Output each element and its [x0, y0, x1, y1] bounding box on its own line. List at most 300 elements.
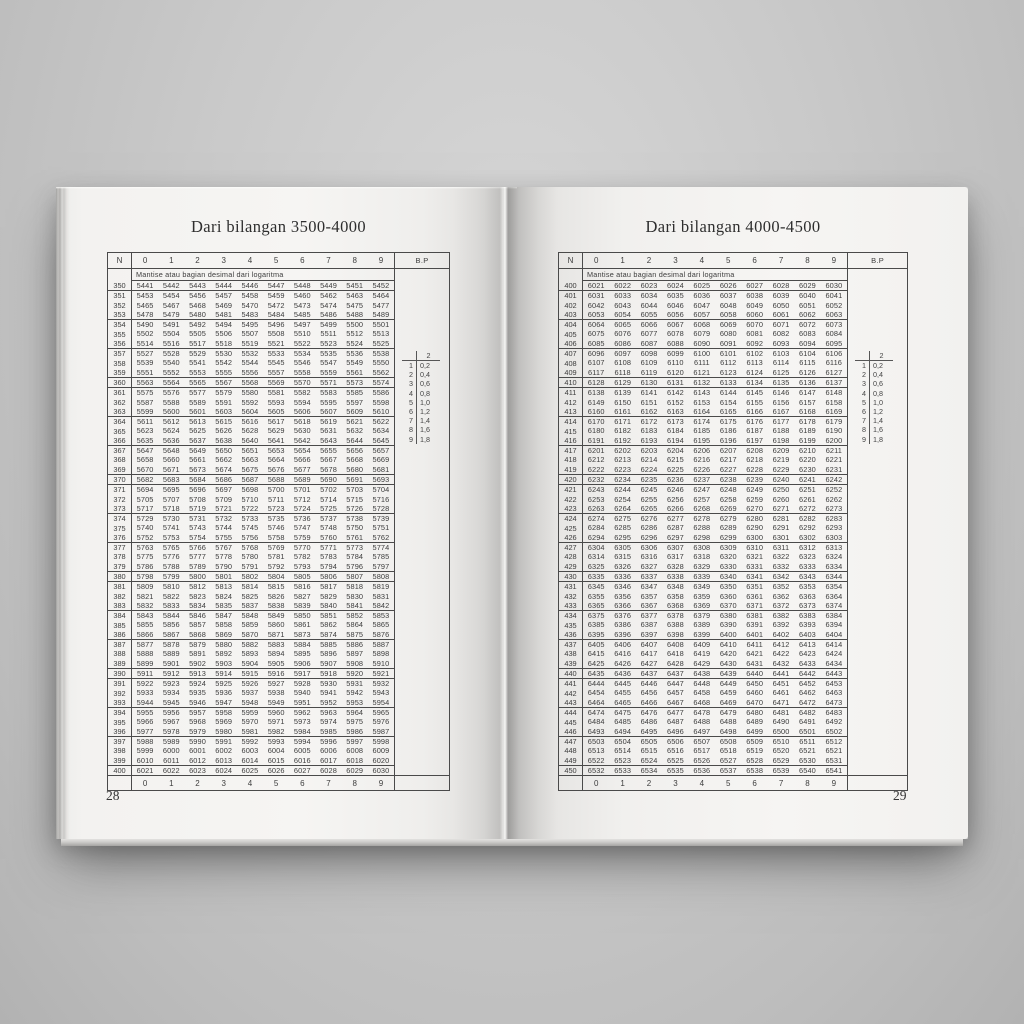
mantissa-cell: 5708 — [189, 494, 206, 504]
mantissa-cell: 5705 — [136, 494, 154, 504]
mantissa-cell: 6427 — [640, 658, 658, 668]
mantissa-cell: 6118 — [614, 367, 631, 377]
mantissa-cell: 5958 — [215, 708, 233, 718]
mantissa-cell: 5453 — [136, 291, 154, 301]
mantissa-cell: 6166 — [746, 406, 764, 416]
mantissa-cell: 5594 — [293, 397, 311, 407]
mantissa-cell: 5616 — [241, 417, 259, 427]
mantissa-cell: 6288 — [693, 523, 711, 533]
mantissa-cell: 5441 — [136, 281, 154, 290]
mantissa-cell: 6430 — [719, 658, 737, 668]
mantissa-cell: 5853 — [372, 611, 390, 621]
mantissa-cell: 5647 — [136, 446, 154, 456]
mantissa-cell: 6485 — [614, 717, 632, 727]
mantissa-cell: 6432 — [772, 658, 790, 668]
mantissa-cell: 6145 — [746, 388, 764, 398]
table-row — [559, 339, 847, 348]
n-cell: 437 — [559, 640, 583, 649]
mantissa-cell: 5475 — [346, 300, 364, 310]
bp-column — [394, 269, 449, 775]
mantissa-cell: 5600 — [162, 406, 180, 416]
n-cell: 412 — [559, 398, 583, 407]
mantissa-cell: 6107 — [587, 358, 605, 368]
mantissa-cell: 6444 — [587, 679, 605, 689]
mantissa-cell: 6479 — [719, 708, 737, 718]
mantissa-cell: 6028 — [320, 765, 337, 775]
mantissa-cell: 6500 — [772, 726, 790, 736]
n-cell: 388 — [108, 649, 132, 658]
n-cell: 398 — [108, 746, 132, 755]
mantissa-cell: 6031 — [587, 291, 605, 301]
table-row — [108, 523, 394, 532]
mantissa-cell: 6513 — [587, 746, 605, 756]
mantissa-cell: 5583 — [320, 388, 337, 398]
footer-col-cell: 8 — [805, 778, 810, 788]
mantissa-cell: 6040 — [799, 291, 816, 301]
mantissa-cell: 6236 — [667, 474, 684, 484]
n-cell: 371 — [108, 485, 132, 494]
bp-column-footer-spacer — [394, 776, 449, 790]
mantissa-cell: 5656 — [346, 446, 364, 456]
mantissa-cell: 5469 — [215, 300, 233, 310]
mantissa-cell: 5903 — [215, 658, 233, 668]
mantissa-cell: 6336 — [614, 571, 632, 581]
n-cell: 436 — [559, 630, 583, 639]
mantissa-cell: 5644 — [346, 435, 364, 445]
mantissa-cell: 6283 — [825, 514, 843, 524]
mantissa-cell: 5947 — [215, 697, 233, 707]
mantissa-cell: 6133 — [719, 377, 737, 387]
mantissa-cell: 6418 — [667, 649, 684, 659]
mantissa-cell: 5451 — [346, 281, 364, 290]
mantissa-cell: 6103 — [772, 349, 790, 359]
mantissa-cell: 5984 — [293, 726, 311, 736]
mantissa-cell: 6455 — [614, 688, 632, 698]
table-row — [559, 601, 847, 610]
mantissa-cell: 6300 — [746, 532, 764, 542]
footer-col-cell: 5 — [726, 778, 731, 788]
mantissa-cell: 6445 — [614, 679, 632, 689]
mantissa-cell: 5580 — [241, 388, 259, 398]
mantissa-cell: 5667 — [320, 455, 337, 465]
mantissa-cell: 5488 — [346, 309, 364, 319]
mantissa-cell: 6026 — [719, 281, 737, 290]
mantissa-cell: 6465 — [614, 697, 632, 707]
mantissa-cell: 5657 — [372, 446, 390, 456]
table-row — [559, 378, 847, 387]
mantissa-cell: 5773 — [346, 543, 364, 553]
mantissa-cell: 5725 — [320, 503, 337, 513]
mantissa-cell: 6317 — [667, 552, 684, 562]
mantissa-cell: 6529 — [772, 755, 790, 765]
mantissa-cell: 6438 — [693, 668, 711, 678]
mantissa-cell: 6139 — [614, 388, 632, 398]
mantissa-cell: 6367 — [640, 600, 658, 610]
mantissa-cell: 5586 — [372, 388, 390, 398]
table-row — [108, 455, 394, 464]
mantissa-cell: 5728 — [372, 503, 390, 513]
mantissa-cell: 5848 — [241, 611, 259, 621]
mantissa-cell: 5467 — [162, 300, 180, 310]
mantissa-cell: 5743 — [189, 523, 206, 533]
mantissa-cell: 5556 — [241, 367, 259, 377]
mantissa-cell: 6044 — [640, 300, 658, 310]
mantissa-cell: 6038 — [746, 291, 764, 301]
mantissa-cell: 6497 — [693, 726, 711, 736]
mantissa-cell: 6511 — [799, 736, 816, 746]
mantissa-cell: 6082 — [772, 329, 790, 339]
n-cell: 402 — [559, 301, 583, 310]
mantissa-cell: 6366 — [614, 600, 632, 610]
mantissa-cell: 5446 — [241, 281, 259, 290]
mantissa-cell: 6079 — [693, 329, 711, 339]
table-row — [108, 329, 394, 338]
n-cell: 370 — [108, 475, 132, 484]
table-row — [108, 514, 394, 523]
mantissa-cell: 5866 — [136, 629, 154, 639]
mantissa-cell: 5606 — [293, 406, 311, 416]
decade-row-group — [559, 669, 847, 679]
mantissa-cell: 6471 — [772, 697, 790, 707]
mantissa-cell: 6121 — [693, 367, 711, 377]
mantissa-cell: 5750 — [346, 523, 364, 533]
mantissa-cell: 6075 — [587, 329, 605, 339]
mantissa-cell: 5547 — [320, 358, 337, 368]
mantissa-cell: 5894 — [267, 649, 285, 659]
mantissa-cell: 6509 — [746, 736, 764, 746]
mantissa-cell: 6425 — [587, 658, 605, 668]
mantissa-cell: 5951 — [293, 697, 311, 707]
table-row — [559, 543, 847, 552]
mantissa-cell: 5573 — [346, 377, 364, 387]
mantissa-cell: 5629 — [267, 426, 285, 436]
mantissa-cell: 5715 — [346, 494, 364, 504]
mantissa-cell: 6042 — [587, 300, 605, 310]
mantissa-cell: 5870 — [241, 629, 259, 639]
mantissa-cell: 5955 — [136, 708, 154, 718]
bp-part-value: 1,0 — [869, 398, 893, 407]
mantissa-cell: 5841 — [346, 600, 364, 610]
mantissa-cell: 5545 — [267, 358, 285, 368]
bp-table — [402, 351, 440, 444]
mantissa-cell: 5655 — [320, 446, 337, 456]
bp-part-value: 0,6 — [869, 379, 893, 388]
mantissa-cell: 6536 — [693, 765, 711, 775]
table-body — [108, 269, 449, 775]
table-row — [559, 455, 847, 464]
mantissa-cell: 5797 — [372, 561, 390, 571]
mantissa-cell: 6318 — [693, 552, 711, 562]
mantissa-cell: 5563 — [136, 377, 154, 387]
mantissa-cell: 5775 — [136, 552, 154, 562]
footer-col-cell: 4 — [699, 778, 705, 788]
decade-row-group — [559, 572, 847, 582]
mantissa-cell: 5611 — [136, 417, 154, 427]
mantissa-subheader: Mantise atau bagian desimal dari logaritma — [132, 269, 394, 281]
mantissa-cell: 5733 — [241, 514, 259, 524]
n-cell: 430 — [559, 572, 583, 581]
mantissa-cell: 5669 — [372, 455, 390, 465]
mantissa-cell: 5458 — [241, 291, 259, 301]
mantissa-cell: 5587 — [136, 397, 154, 407]
mantissa-cell: 5478 — [136, 309, 154, 319]
mantissa-cell: 5464 — [372, 291, 390, 301]
mantissa-cell: 5735 — [267, 514, 285, 524]
decade-row-group — [559, 475, 847, 485]
mantissa-cell: 6251 — [799, 485, 816, 495]
mantissa-cell: 6492 — [825, 717, 843, 727]
mantissa-cell: 5806 — [320, 571, 337, 581]
mantissa-cell: 6048 — [719, 300, 737, 310]
mantissa-cell: 5928 — [293, 679, 311, 689]
mantissa-cell: 6106 — [825, 349, 843, 359]
mantissa-cell: 6012 — [189, 755, 206, 765]
mantissa-cell: 6395 — [587, 629, 605, 639]
mantissa-cell: 5499 — [320, 320, 337, 330]
mantissa-cell: 5759 — [293, 532, 311, 542]
mantissa-cell: 6135 — [772, 377, 790, 387]
bp-multiplier: 6 — [409, 406, 413, 416]
mantissa-cell: 6144 — [719, 388, 737, 398]
footer-col-cell: 8 — [352, 778, 357, 788]
mantissa-cell: 6458 — [693, 688, 711, 698]
n-cell: 438 — [559, 649, 583, 658]
mantissa-cell: 6360 — [719, 591, 737, 601]
bp-part-value: 0,4 — [416, 370, 440, 379]
mantissa-cell: 5898 — [372, 649, 390, 659]
mantissa-cell: 6256 — [667, 494, 684, 504]
mantissa-cell: 6149 — [587, 397, 605, 407]
mantissa-cell: 6330 — [719, 561, 737, 571]
mantissa-cell: 5495 — [241, 320, 259, 330]
mantissa-cell: 6437 — [667, 668, 684, 678]
mantissa-cell: 6025 — [693, 281, 711, 290]
table-row — [108, 436, 394, 445]
n-cell: 444 — [559, 708, 583, 717]
mantissa-cell: 5776 — [162, 552, 180, 562]
bp-part-value: 1,8 — [416, 435, 440, 444]
mantissa-cell: 5804 — [267, 571, 285, 581]
mantissa-cell: 6326 — [614, 561, 632, 571]
mantissa-cell: 5873 — [293, 629, 311, 639]
mantissa-cell: 5794 — [320, 561, 337, 571]
table-row — [559, 436, 847, 445]
mantissa-cell: 5891 — [189, 649, 206, 659]
mantissa-cell: 6161 — [614, 406, 632, 416]
mantissa-cell: 5682 — [136, 474, 154, 484]
mantissa-cell: 6284 — [587, 523, 605, 533]
mantissa-cell: 6086 — [614, 338, 632, 348]
mantissa-cell: 5448 — [293, 281, 311, 290]
mantissa-cell: 5525 — [372, 338, 390, 348]
mantissa-cell: 5661 — [189, 455, 206, 465]
mantissa-cell: 5459 — [267, 291, 285, 301]
n-cell: 358 — [108, 358, 132, 367]
mantissa-cell: 5763 — [136, 543, 154, 553]
mantissa-cell: 6269 — [719, 503, 737, 513]
mantissa-cell: 6152 — [667, 397, 684, 407]
mantissa-cell: 6016 — [293, 755, 311, 765]
col-header-cell: 1 — [169, 256, 174, 265]
mantissa-cell: 5877 — [136, 639, 154, 649]
n-cell: 432 — [559, 592, 583, 601]
mantissa-cell: 6392 — [772, 620, 790, 630]
mantissa-cell: 5945 — [162, 697, 180, 707]
row-group — [108, 291, 394, 320]
table-row — [559, 669, 847, 678]
mantissa-cell: 5454 — [162, 291, 180, 301]
mantissa-cell: 6311 — [772, 543, 790, 553]
n-cell: 394 — [108, 708, 132, 717]
bp-difference-value: 2 — [416, 351, 440, 361]
mantissa-cell: 6449 — [719, 679, 737, 689]
mantissa-cell: 5684 — [189, 474, 206, 484]
mantissa-cell: 5514 — [136, 338, 154, 348]
mantissa-cell: 6176 — [746, 417, 764, 427]
mantissa-cell: 5756 — [241, 532, 259, 542]
mantissa-cell: 6213 — [614, 455, 632, 465]
mantissa-cell: 5722 — [241, 503, 259, 513]
mantissa-cell: 6216 — [693, 455, 711, 465]
table-row — [559, 756, 847, 765]
mantissa-cell: 5838 — [267, 600, 285, 610]
mantissa-cell: 5536 — [346, 349, 364, 359]
mantissa-cell: 6209 — [772, 446, 790, 456]
n-cell: 410 — [559, 378, 583, 387]
table-row — [559, 291, 847, 300]
table-header-row — [108, 253, 449, 269]
mantissa-cell: 5827 — [293, 591, 311, 601]
mantissa-cell: 6488 — [719, 717, 737, 727]
mantissa-cell: 6434 — [825, 658, 843, 668]
n-cell: 405 — [559, 329, 583, 338]
mantissa-cell: 5604 — [241, 406, 259, 416]
table-row — [559, 504, 847, 513]
mantissa-cell: 6274 — [587, 514, 605, 524]
mantissa-cell: 5977 — [136, 726, 154, 736]
mantissa-cell: 5815 — [267, 582, 285, 592]
mantissa-cell: 5999 — [136, 746, 154, 756]
bp-multiplier: 7 — [862, 416, 866, 426]
col-header-cell: 3 — [673, 256, 678, 265]
mantissa-cell: 6259 — [746, 494, 764, 504]
table-row — [108, 620, 394, 629]
table-row — [108, 388, 394, 397]
mantissa-cell: 5784 — [346, 552, 364, 562]
mantissa-cell: 5621 — [346, 417, 364, 427]
mantissa-cell: 6194 — [667, 435, 684, 445]
bp-difference-value: 2 — [869, 351, 893, 361]
mantissa-cell: 5501 — [372, 320, 390, 330]
mantissa-cell: 6464 — [587, 697, 605, 707]
mantissa-cell: 5603 — [215, 406, 233, 416]
n-cell: 440 — [559, 669, 583, 678]
mantissa-cell: 6396 — [614, 629, 632, 639]
mantissa-cell: 5702 — [320, 485, 337, 495]
mantissa-cell: 5813 — [215, 582, 233, 592]
n-cell: 416 — [559, 436, 583, 445]
mantissa-cell: 5982 — [267, 726, 285, 736]
mantissa-cell: 6035 — [667, 291, 684, 301]
mantissa-cell: 5443 — [189, 281, 206, 290]
mantissa-cell: 5788 — [162, 561, 180, 571]
mantissa-cell: 5690 — [320, 474, 337, 484]
mantissa-cell: 6011 — [163, 755, 180, 765]
mantissa-cell: 6402 — [772, 629, 790, 639]
mantissa-cell: 5858 — [215, 620, 233, 630]
table-row — [559, 446, 847, 455]
n-cell: 417 — [559, 446, 583, 455]
bp-header-spacer — [402, 351, 416, 361]
n-cell: 403 — [559, 310, 583, 319]
table-row — [559, 523, 847, 532]
col-header-cell: 7 — [326, 256, 331, 265]
mantissa-cell: 5904 — [241, 658, 259, 668]
mantissa-cell: 5598 — [372, 397, 390, 407]
mantissa-cell: 6508 — [719, 736, 737, 746]
mantissa-cell: 5963 — [320, 708, 337, 718]
mantissa-cell: 5822 — [162, 591, 180, 601]
mantissa-cell: 6534 — [640, 765, 658, 775]
mantissa-cell: 5512 — [346, 329, 364, 339]
mantissa-cell: 6528 — [746, 755, 764, 765]
n-cell: 385 — [108, 620, 132, 629]
mantissa-cell: 6475 — [614, 708, 632, 718]
n-cell: 361 — [108, 388, 132, 397]
table-row — [108, 708, 394, 717]
mantissa-cell: 6452 — [799, 679, 816, 689]
bp-header-spacer — [855, 351, 869, 361]
mantissa-cell: 5714 — [320, 494, 337, 504]
mantissa-cell: 6384 — [825, 611, 843, 621]
mantissa-cell: 6391 — [746, 620, 764, 630]
table-row — [108, 717, 394, 726]
mantissa-cell: 6487 — [667, 717, 684, 727]
mantissa-cell: 5516 — [162, 338, 180, 348]
mantissa-cell: 6324 — [825, 552, 843, 562]
mantissa-cell: 6234 — [614, 474, 632, 484]
mantissa-cell: 6025 — [241, 765, 259, 775]
table-row — [559, 688, 847, 697]
mantissa-cell: 5801 — [215, 571, 233, 581]
row-group — [559, 737, 847, 766]
mantissa-cell: 5876 — [372, 629, 390, 639]
table-body — [559, 269, 907, 775]
mantissa-cell: 5550 — [372, 358, 390, 368]
mantissa-cell: 6165 — [719, 406, 737, 416]
mantissa-cell: 5946 — [189, 697, 206, 707]
mantissa-cell: 6230 — [799, 464, 816, 474]
mantissa-cell: 6457 — [667, 688, 684, 698]
mantissa-cell: 5793 — [293, 561, 311, 571]
mantissa-cell: 6112 — [720, 358, 737, 368]
mantissa-cell: 5868 — [189, 629, 206, 639]
mantissa-cell: 5546 — [293, 358, 311, 368]
mantissa-cell: 6196 — [719, 435, 737, 445]
mantissa-cell: 6350 — [719, 582, 737, 592]
mantissa-cell: 6435 — [587, 668, 605, 678]
mantissa-cell: 5663 — [241, 455, 259, 465]
table-body-columns — [559, 269, 847, 775]
bp-part-value: 1,6 — [869, 425, 893, 434]
mantissa-cell: 6182 — [614, 426, 632, 436]
mantissa-cell: 5941 — [320, 688, 337, 698]
mantissa-cell: 5812 — [189, 582, 206, 592]
mantissa-cell: 6417 — [640, 649, 658, 659]
mantissa-cell: 5880 — [215, 639, 233, 649]
row-group — [108, 737, 394, 766]
mantissa-cell: 6272 — [799, 503, 816, 513]
